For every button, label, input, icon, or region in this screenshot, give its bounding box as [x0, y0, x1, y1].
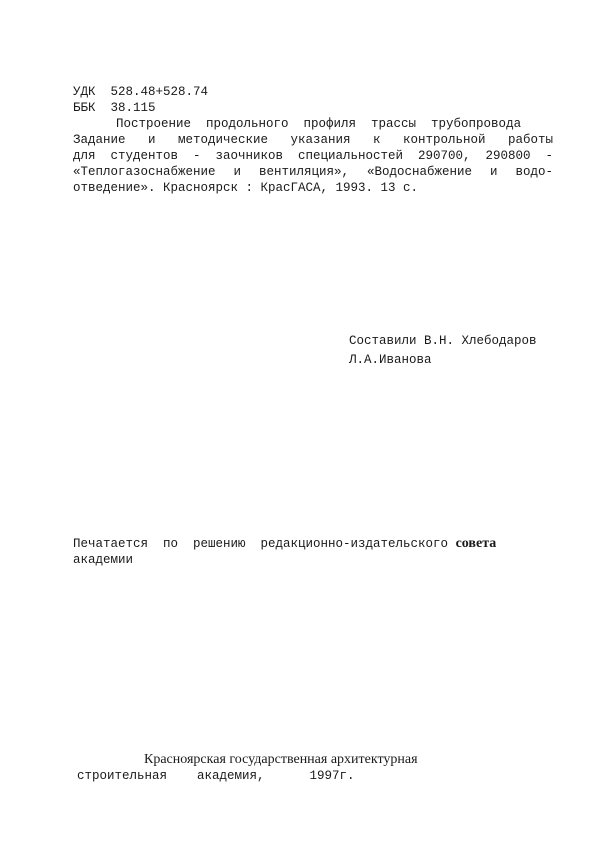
publication-note-text: Печатается по решению редакционно-издательского [73, 537, 456, 551]
abstract-line-4: «Теплогазоснабжение и вентиляция», «Водоснабжение и водо- [73, 165, 553, 179]
footer-year-line: строительная академия, 1997г. [77, 769, 355, 783]
compilers-line-1: Составили В.Н. Хлебодаров [349, 334, 537, 348]
abstract-line-1: Построение продольного профиля трассы трубопровода [116, 117, 522, 131]
abstract-line-3: для студентов - заочников специальностей 290700, 290800 - [73, 149, 553, 163]
publication-note-line-2: академии [73, 553, 134, 567]
footer-institution: Красноярская государственная архитектурная [144, 752, 418, 767]
bbk-code: ББК 38.115 [73, 101, 156, 115]
abstract-line-2: Задание и методические указания к контрольной работы [73, 133, 553, 147]
publication-note-line-1 [73, 536, 496, 552]
udk-code: УДК 528.48+528.74 [73, 85, 209, 99]
abstract-line-5: отведение». Красноярск : КрасГАСА, 1993. 13 с. [73, 181, 419, 195]
compilers-line-2: Л.А.Иванова [349, 353, 432, 367]
publication-note-bold-word: совета [455, 536, 497, 551]
